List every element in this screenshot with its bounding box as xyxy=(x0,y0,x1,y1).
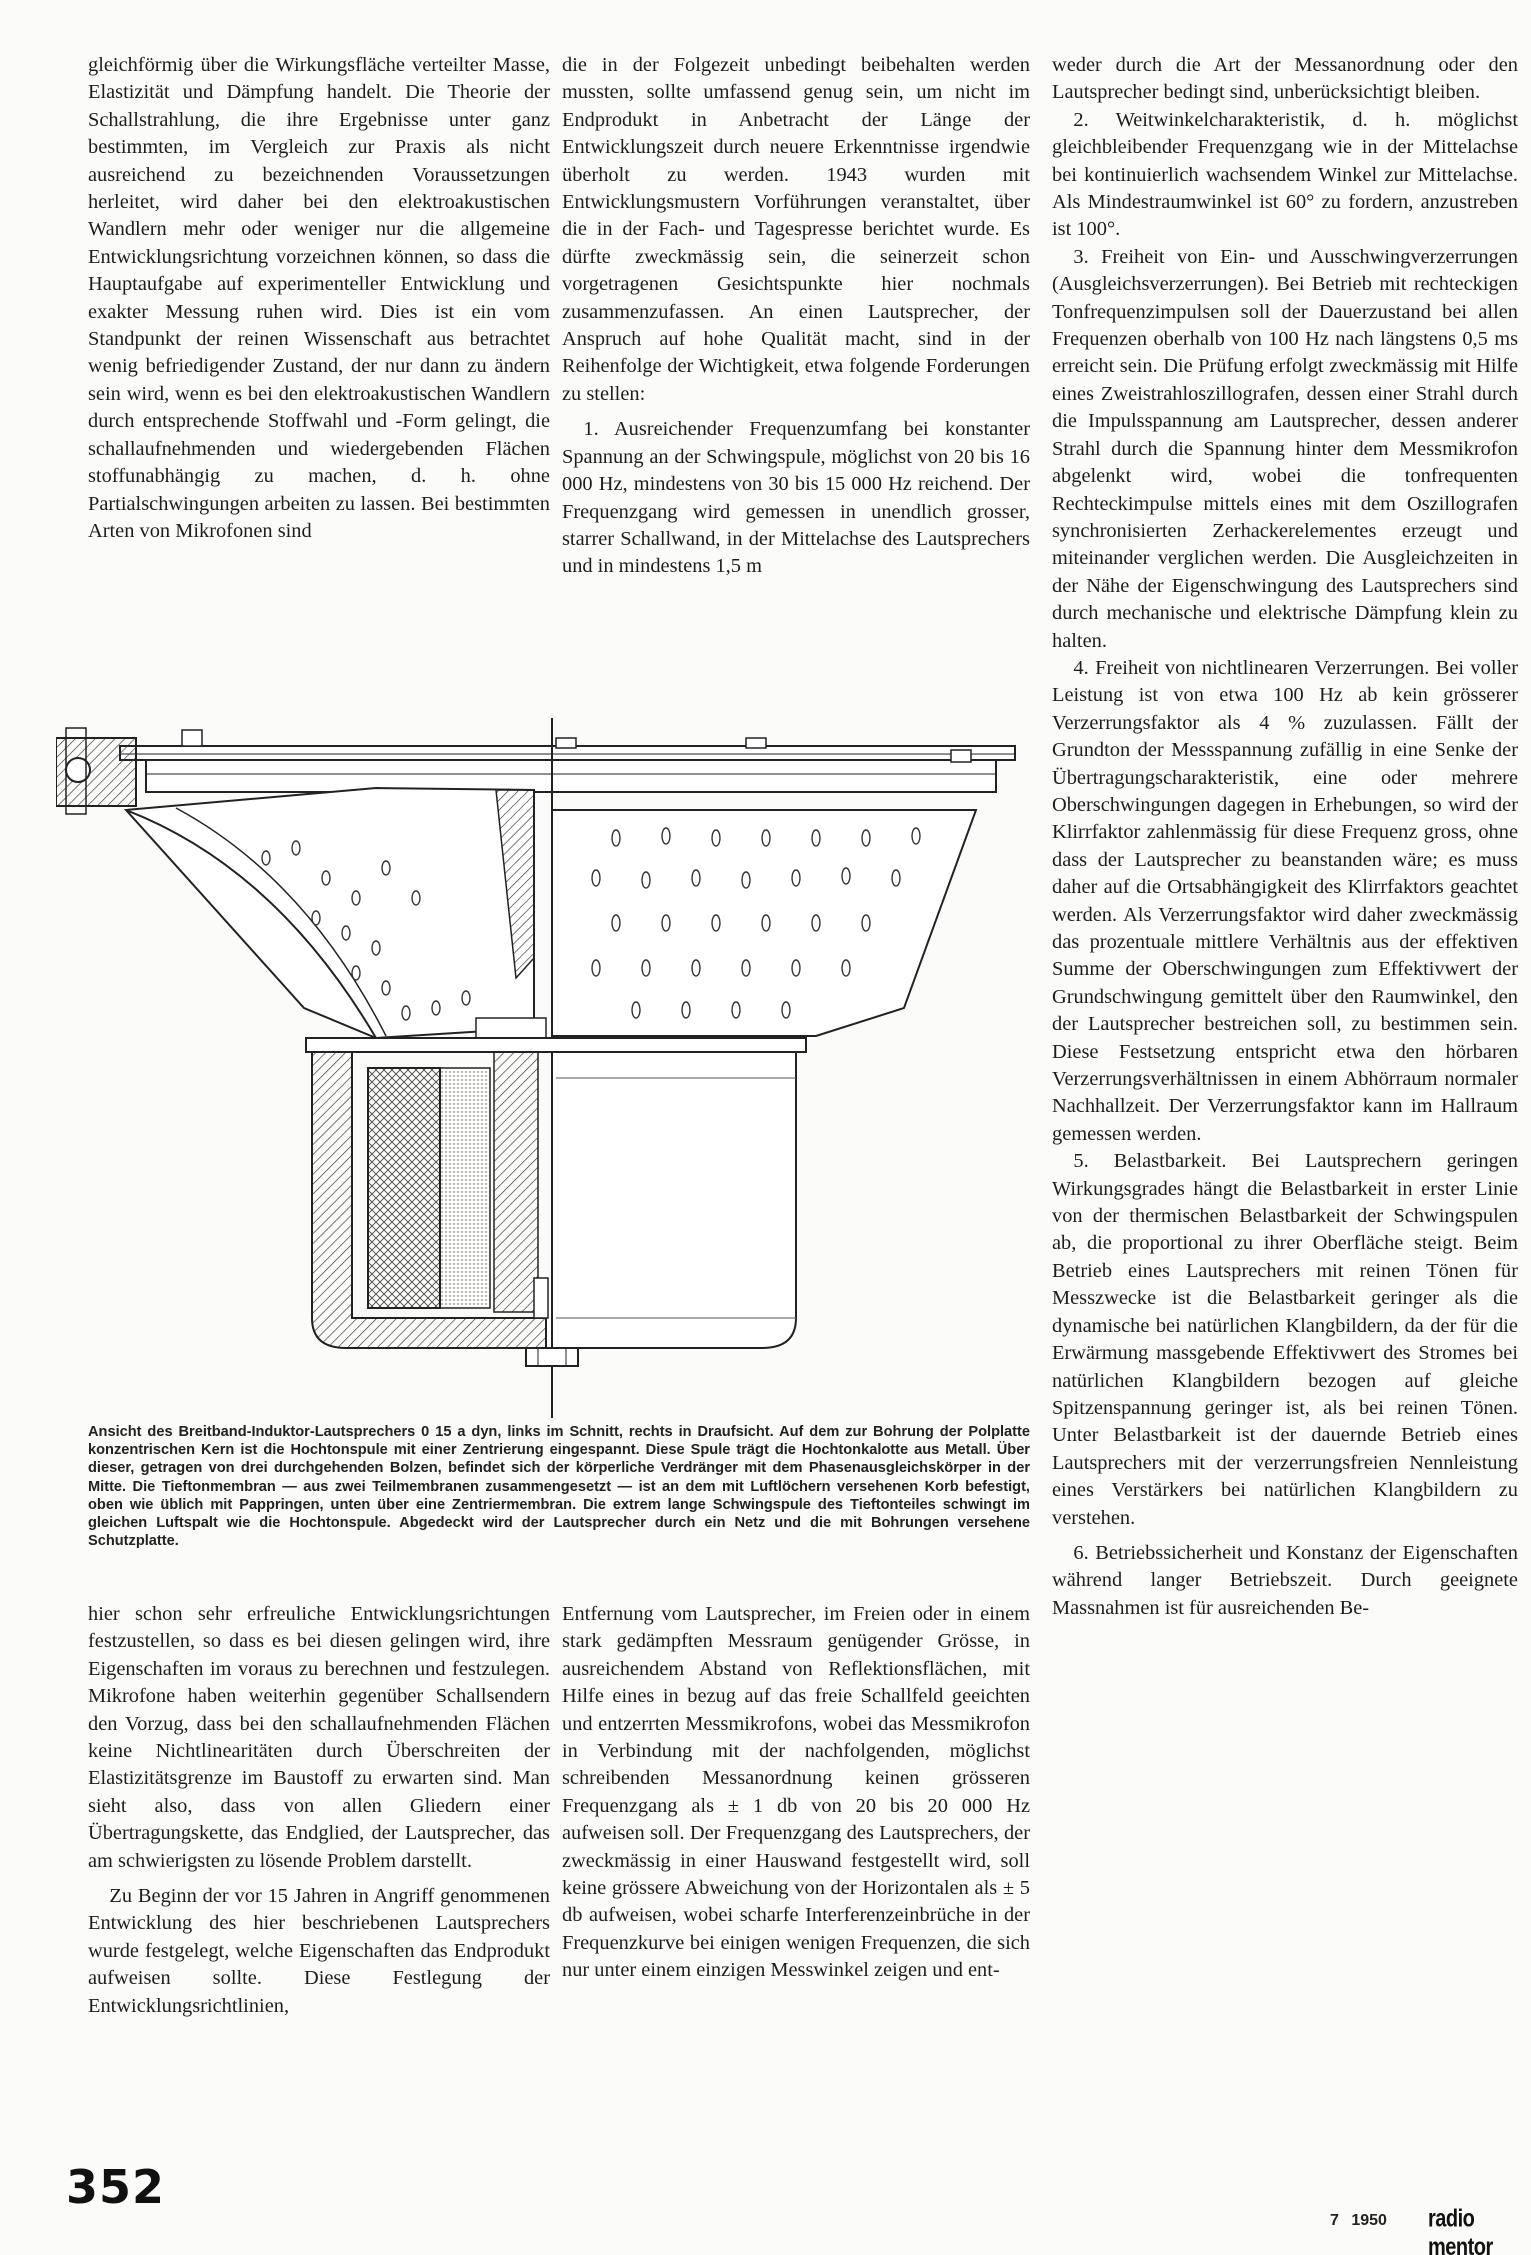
magazine-name: radio mentor xyxy=(1428,2205,1493,2255)
column-2-bottom xyxy=(562,1601,1030,2121)
column-1-bottom xyxy=(88,1601,550,2121)
paragraph: 5. Belastbarkeit. Bei Lautsprechern geringen Wirkungsgrades hängt die Belastbarkeit in erster Linie von der thermischen Belastbarkeit der Schwingspulen ab, die proportional zu ihrer Oberfläche steigt. Beim Betrieb eines Lautsprechers mit reinen Tönen für Messzwecke ist die Belastbarkeit geringer als die dynamische bei natürlichen Klangbildern, da der für die Erwärmung massgebende Effektivwert des Stromes bei natürlichen Klangbildern bezogen auf gleiche Spitzenspannung geringer ist, als bei reinen Tönen. Unter Belastbarkeit ist der dauernde Betrieb eines Lautsprechers mit der verzerrungsfreien Nennleistung eines Verstärkers bei natürlichen Klangbildern zu verstehen. xyxy=(1052,1150,1518,1529)
paragraph: hier schon sehr erfreuliche Entwicklungsrichtungen festzustellen, so dass es bei diesen gelingen wird, ihre Eigenschaften im voraus zu berechnen und festzulegen. Mikrofone haben weiterhin gegenüber Schallsendern den Vorzug, dass bei den schallaufnehmenden Flächen keine Nichtlinearitäten durch Überschreiten der Elastizitätsgrenze im Baustoff zu erwarten sind. Man sieht also, dass von allen Gliedern einer Übertragungskette, das Endglied, der Lautsprecher, das am schwierigsten zu lösende Problem darstellt. xyxy=(88,1603,550,1872)
issue-label: 7 1950 xyxy=(1330,2212,1387,2229)
paragraph: weder durch die Art der Messanordnung oder den Lautsprecher bedingt sind, unberücksichtigt bleiben. xyxy=(1052,54,1518,104)
paragraph: 4. Freiheit von nichtlinearen Verzerrungen. Bei voller Leistung ist von etwa 100 Hz ab kein grösserer Verzerrungsfaktor als 4 % zuzulassen. Fällt der Grundton der Messspannung zufällig in eine Senke der Übertragungscharakteristik, eine oder mehrere Oberschwingungen dagegen in Erhebungen, so wird der Klirrfaktor zahlenmässig für diese Frequenz gross, ohne dass der Lautsprecher zu beanstanden wäre; es muss daher auf die Ortsabhängigkeit des Klirrfaktors geachtet werden. Als Verzerrungsfaktor wird daher zweckmässig das prozentuale mittlere Verhältnis aus der effektiven Summe der Oberschwingungen zum Effektivwert der Grundschwingung gemittelt über den Raumwinkel, den der Lautsprecher bestreichen soll, zu bestimmen sein. Diese Festsetzung entspricht etwa den hörbaren Verzerrungsverhältnissen in einem Abhörraum normaler Nachhallzeit. Der Verzerrungsfaktor kann im Hallraum gemessen werden. xyxy=(1052,656,1518,1145)
paragraph: gleichförmig über die Wirkungsfläche verteilter Masse, Elastizität und Dämpfung handelt. Die Theorie der Schallstrahlung, die ihre Ergebnisse unter ganz bestimmten, im Vergleich zur Praxis als nicht ausreichend zu bezeichnenden Voraussetzungen herleitet, wird daher bei den elektroakustischen Wandlern mehr oder weniger nur die allgemeine Entwicklungsrichtung vorzeichnen können, so dass die Hauptaufgabe auf experimenteller Entwicklung und exakter Messung ruhen wird. Dies ist ein vom Standpunkt der reinen Wissenschaft aus betrachtet wenig befriedigender Zustand, der nur dann zu ändern sein wird, wenn es bei den elektroakustischen Wandlern durch entsprechende Stoffwahl und -Form gelingt, die schallaufnehmenden und wiedergebenden Flächen stoffunabhängig zu machen, d. h. ohne Partialschwingungen arbeiten zu lassen. Bei bestimmten Arten von Mikrofonen sind xyxy=(88,54,550,542)
paragraph: die in der Folgezeit unbedingt beibehalten werden mussten, sollte umfassend genug sein, um nicht im Endprodukt in Anbetracht der Länge der Entwicklungszeit durch neuere Erkenntnisse irgendwie überholt zu werden. 1943 wurden mit Entwicklungsmustern Vorführungen veranstaltet, über die in der Fach- und Tagespresse berichtet wurde. Es dürfte zweckmässig sein, die seinerzeit schon vorgetragenen Gesichtspunkte hier nochmals zusammenzufassen. An einen Lautsprecher, der Anspruch auf hohe Qualität macht, sind in der Reihenfolge der Wichtigkeit, etwa folgende Forderungen zu stellen: xyxy=(562,54,1030,405)
paragraph: 1. Ausreichender Frequenzumfang bei konstanter Spannung an der Schwingspule, möglichst von 20 bis 16 000 Hz, mindestens von 30 bis 15 000 Hz reichend. Der Frequenzgang wird gemessen in unendlich grosser, starrer Schallwand, in der Mittelachse des Lautsprechers und in mindestens 1,5 m xyxy=(562,418,1030,578)
paragraph: 6. Betriebssicherheit und Konstanz der Eigenschaften während langer Betriebszeit. Durch geeignete Massnahmen ist für ausreichenden Be- xyxy=(1052,1541,1518,1619)
paragraph: Entfernung vom Lautsprecher, im Freien oder in einem stark gedämpften Messraum genügender Grösse, in ausreichendem Abstand von Reflektionsflächen, mit Hilfe eines in bezug auf das freie Schallfeld geeichten und entzerrten Messmikrofons, wobei das Messmikrofon in Verbindung mit der nachfolgenden, möglichst schreibenden Messanordnung keinen grösseren Frequenzgang als ± 1 db von 20 bis 20 000 Hz aufweisen soll. Der Frequenzgang des Lautsprechers, der zweckmässig in einer Hauswand festgestellt wird, soll keine grössere Abweichung von der Horizontalen als ± 5 db aufweisen, wobei scharfe Interferenzeinbrüche in der Frequenzkurve bei einigen wenigen Frequenzen, die sich nur unter einem einzigen Messwinkel zeigen und ent- xyxy=(562,1603,1030,1982)
bottom-nut xyxy=(526,1348,578,1366)
figure-caption: Ansicht des Breitband-Induktor-Lautsprechers 0 15 a dyn, links im Schnitt, rechts in Draufsicht. Auf dem zur Bohrung der Polplatte konzentrischen Kern ist die Hochtonspule mit einer Zentrierung eingespannt. Diese Spule trägt die Hochtonkalotte aus Metall. Über dieser, getragen von drei durchgehenden Bolzen, befindet sich der körperliche Verdränger mit dem Phasenausgleichskörper in der Mitte. Die Tieftonmembran — aus zwei Teilmembranen zusammengesetzt — ist an dem mit Luftlöchern versehenen Korb befestigt, oben wie üblich mit Pappringen, unten über eine Zentriermembran. Die extrem lange Schwingspule des Tieftonteiles schwingt im gleichen Luftspalt wie die Hochtonspule. Abgedeckt wird der Lautsprecher durch ein Netz und die mit Bohrungen versehene Schutzplatte. xyxy=(88,1424,1030,1550)
column-3 xyxy=(1052,52,1518,2132)
paragraph: 2. Weitwinkelcharakteristik, d. h. möglichst gleichbleibender Frequenzgang wie in der Mittelachse bei kontinuierlich wachsendem Winkel zur Mittelachse. Als Mindestraumwinkel ist 60° zu fordern, anzustreben ist 100°. xyxy=(1052,108,1518,241)
loudspeaker-cross-section-drawing xyxy=(56,718,1041,1418)
column-1-top xyxy=(88,52,550,700)
page-number: 352 xyxy=(66,2160,166,2214)
cone-section xyxy=(126,788,534,1038)
magnet-core xyxy=(368,1068,440,1308)
paragraph: Zu Beginn der vor 15 Jahren in Angriff genommenen Entwicklung des hier beschriebenen Lautsprechers wurde festgelegt, welche Eigenschaften das Endprodukt aufweisen sollte. Diese Festlegung der Entwicklungsrichtlinien, xyxy=(88,1885,550,2017)
paragraph: 3. Freiheit von Ein- und Ausschwingverzerrungen (Ausgleichsverzerrungen). Bei Betrieb mit rechteckigen Tonfrequenzimpulsen soll der Dauerzustand bei allen Frequenzen oberhalb von 100 Hz nach längstens 0,5 ms erreicht sein. Die Prüfung erfolgt zweckmässig mit Hilfe eines Zweistrahloszillografen, dessen einer Strahl durch die Impulsspannung am Lautsprecher, dessen anderer Strahl durch die Spannung hinter dem Messmikrofon abgelenkt wird, wobei die tonfrequenten Rechteckimpulse mittels eines mit dem Oszillografen synchronisierten Zerhackerelementes erzeugt und miteinander verglichen werden. Die Ausgleichzeiten in der Nähe der Eigenschwingung des Lautsprechers sind durch mechanische und elektrische Dämpfung klein zu halten. xyxy=(1052,245,1518,652)
loudspeaker-figure xyxy=(56,718,1041,1418)
column-2-top xyxy=(562,52,1030,700)
